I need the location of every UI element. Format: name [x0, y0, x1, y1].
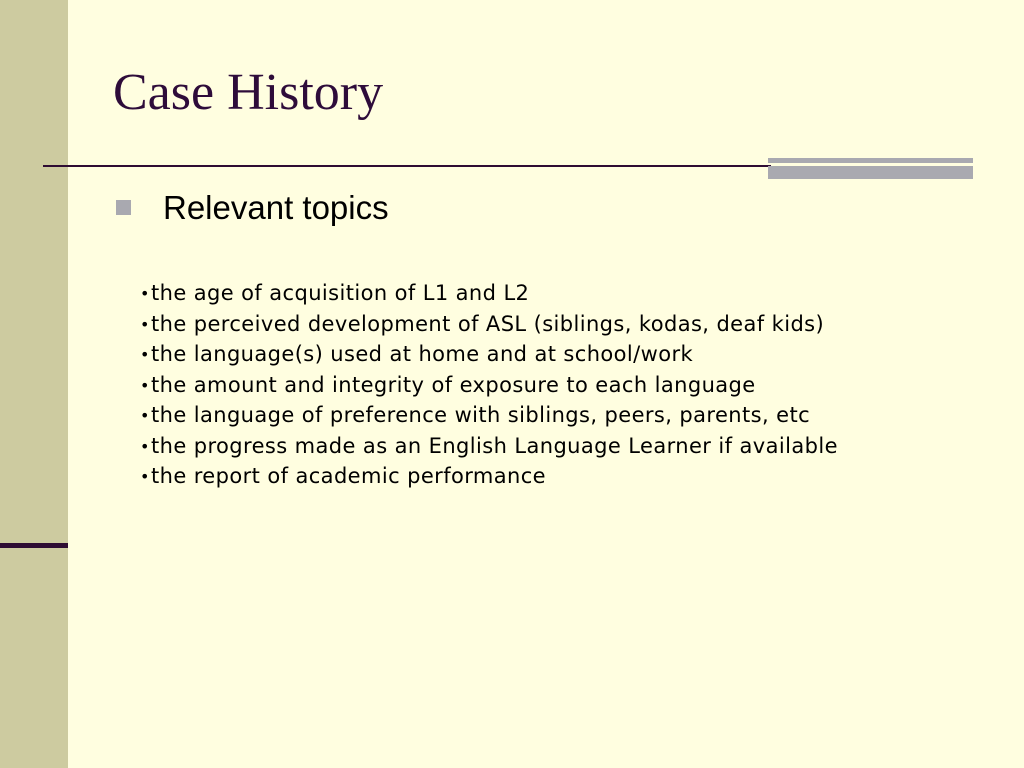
list-item — [140, 370, 838, 401]
list-item — [140, 431, 838, 462]
bullet-dot-icon: • — [140, 314, 150, 334]
list-item — [140, 339, 838, 370]
sidebar-accent-line — [0, 543, 68, 548]
square-bullet-icon — [116, 200, 131, 215]
list-item — [140, 309, 838, 340]
list-item — [140, 278, 838, 309]
topic-text: the report of academic performance — [151, 464, 547, 488]
bullet-dot-icon: • — [140, 284, 150, 303]
topic-text: the age of acquisition of L1 and L2 — [151, 281, 530, 305]
level1-label: Relevant topics — [163, 189, 389, 226]
topic-text: the progress made as an English Language Learner if available — [151, 433, 838, 458]
bullet-dot-icon: • — [140, 406, 150, 425]
level1-bullet — [116, 188, 389, 228]
slide-title: Case History — [113, 64, 384, 121]
bullet-dot-icon: • — [140, 345, 150, 364]
topic-text: the amount and integrity of exposure to each language — [151, 372, 756, 397]
title-divider-accent — [768, 158, 973, 179]
bullet-dot-icon: • — [140, 467, 150, 486]
bullet-dot-icon: • — [140, 375, 150, 395]
left-sidebar-bar — [0, 0, 68, 768]
title-divider — [43, 165, 771, 167]
bullet-dot-icon: • — [140, 436, 150, 456]
topic-text: the perceived development of ASL (siblings, kodas, deaf kids) — [151, 311, 825, 336]
list-item — [140, 400, 838, 431]
topic-list — [140, 278, 838, 492]
list-item — [140, 461, 838, 492]
topic-text: the language of preference with siblings, peers, parents, etc — [151, 403, 811, 427]
topic-text: the language(s) used at home and at school/work — [151, 342, 694, 366]
